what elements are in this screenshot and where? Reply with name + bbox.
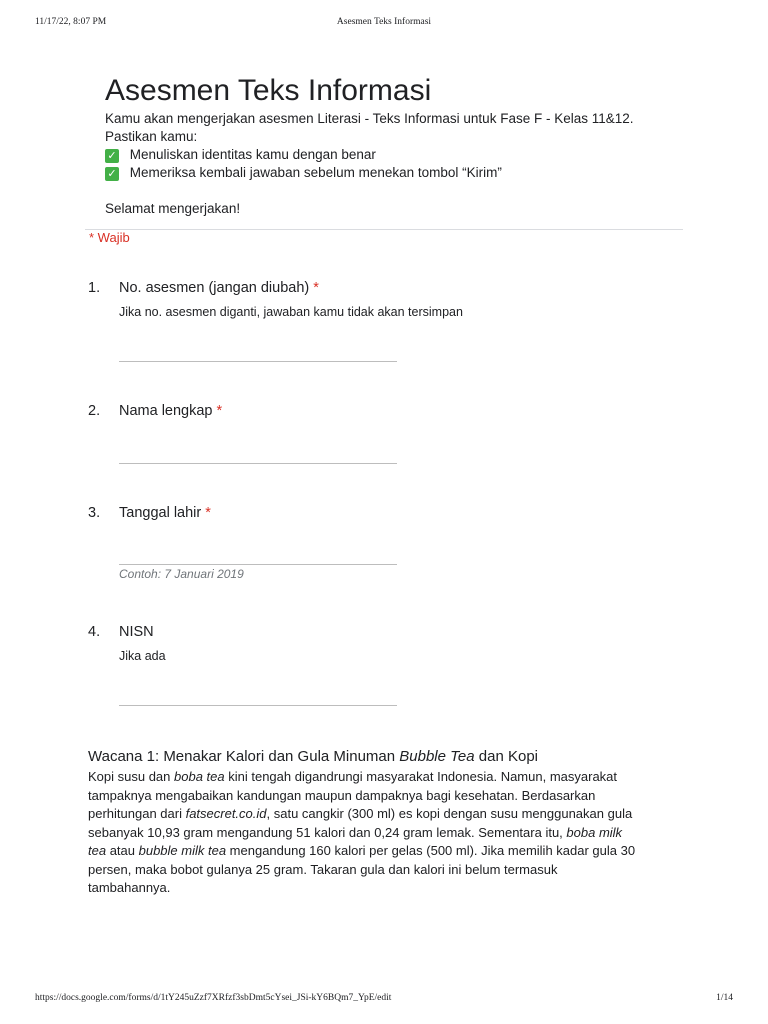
passage-title-italic: Bubble Tea <box>399 748 475 765</box>
passage-text-run: tambahannya. <box>88 880 171 895</box>
question-title <box>119 280 319 296</box>
passage-text-run: Kopi susu dan <box>88 769 175 784</box>
question-number: 2. <box>88 403 101 419</box>
passage-line <box>88 787 688 806</box>
birth-date-input[interactable] <box>119 564 397 565</box>
passage-italic-run: fatsecret.co.id <box>185 806 267 821</box>
passage-italic-run: boba tea <box>174 769 225 784</box>
passage-text-run: , satu cangkir (300 ml) es kopi dengan susu menggunakan gula <box>266 806 633 821</box>
print-page-title: Asesmen Teks Informasi <box>336 17 432 27</box>
asesmen-number-input[interactable] <box>119 361 397 362</box>
required-asterisk: * <box>205 505 211 521</box>
form-description <box>105 110 695 218</box>
passage-text-run: kini tengah digandrungi masyarakat Indonesia. Namun, masyarakat <box>224 769 618 784</box>
question-title-text: NISN <box>119 624 154 640</box>
question-number: 1. <box>88 280 101 296</box>
question-title <box>119 403 222 419</box>
passage-line <box>88 842 688 861</box>
question-nisn <box>88 624 688 714</box>
passage-text-run: mengandung 160 kalori per gelas (500 ml). Jika memilih kadar gula 30 <box>226 843 636 858</box>
passage-title-prefix: Wacana 1: Menakar Kalori dan Gula Minuman <box>88 748 400 765</box>
header-divider <box>85 229 683 230</box>
question-asesmen-number <box>88 280 688 370</box>
required-asterisk: * <box>313 280 319 296</box>
question-help-text: Jika ada <box>119 649 166 663</box>
check-mark-icon: ✓ <box>105 167 119 181</box>
print-page-number: 1/14 <box>716 993 733 1003</box>
spacer <box>105 182 695 200</box>
form-prompt: Pastikan kamu: <box>105 129 198 144</box>
question-title-text: Tanggal lahir <box>119 505 202 521</box>
print-datetime: 11/17/22, 8:07 PM <box>35 17 107 27</box>
passage-title-suffix: dan Kopi <box>474 748 539 765</box>
passage-title <box>88 748 538 765</box>
required-asterisk: * <box>216 403 223 419</box>
question-full-name <box>88 403 688 473</box>
passage-italic-run: boba milk <box>566 824 623 840</box>
passage-line <box>88 768 688 787</box>
nisn-input[interactable] <box>119 705 397 706</box>
passage-text-run: persen, maka bobot gulanya 25 gram. Takaran gula dan kalori ini belum termasuk <box>88 861 558 877</box>
passage-text-run: tampaknya mengabaikan kandungan maupun dampaknya bagi kesehatan. Berdasarkan <box>88 787 596 803</box>
passage-text-run: sebanyak 10,93 gram mengandung 51 kalori dan 0,24 gram lemak. Sementara itu, <box>88 824 567 840</box>
passage-line <box>88 805 688 824</box>
question-title <box>119 505 211 521</box>
passage-line <box>88 824 688 843</box>
question-title <box>119 624 154 640</box>
question-number: 3. <box>88 505 101 521</box>
checklist-item <box>105 164 695 182</box>
form-title: Asesmen Teks Informasi <box>105 74 432 107</box>
check-mark-icon: ✓ <box>105 149 119 163</box>
print-url: https://docs.google.com/forms/d/1tY245uZzf7XRfzf3sbDmt5cYsei_JSi-kY6BQm7_YpE/edit <box>35 993 392 1003</box>
birth-date-example-hint: Contoh: 7 Januari 2019 <box>119 567 244 581</box>
form-intro: Kamu akan mengerjakan asesmen Literasi - Teks Informasi untuk Fase F - Kelas 11&12. <box>105 111 634 126</box>
required-note: * Wajib <box>89 230 130 245</box>
passage-line <box>88 879 688 898</box>
question-title-text: No. asesmen (jangan diubah) <box>119 280 310 296</box>
checklist-item-text: Memeriksa kembali jawaban sebelum menekan tombol “Kirim” <box>129 165 502 180</box>
question-number: 4. <box>88 624 101 640</box>
passage-text-run: perhitungan dari <box>88 806 186 821</box>
passage-body <box>88 768 688 898</box>
form-closing: Selamat mengerjakan! <box>105 201 241 216</box>
passage-italic-run: tea <box>88 843 107 858</box>
question-birth-date <box>88 505 688 585</box>
passage-italic-run: bubble milk tea <box>138 843 227 858</box>
passage-text-run: atau <box>106 843 139 858</box>
passage-line <box>88 861 688 880</box>
checklist-item <box>105 146 695 164</box>
checklist-item-text: Menuliskan identitas kamu dengan benar <box>129 147 376 162</box>
full-name-input[interactable] <box>119 463 397 464</box>
question-help-text: Jika no. asesmen diganti, jawaban kamu tidak akan tersimpan <box>119 305 463 319</box>
question-title-text: Nama lengkap <box>119 403 213 419</box>
